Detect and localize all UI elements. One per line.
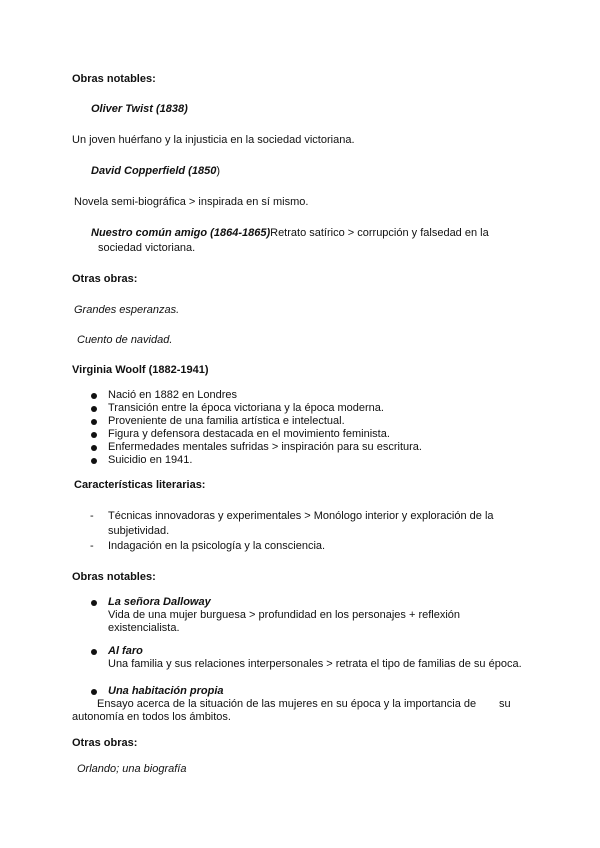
bullet-dot bbox=[91, 445, 97, 451]
work-title-dalloway: La señora Dalloway bbox=[108, 596, 211, 608]
work-desc-line2: autonomía en todos los ámbitos. bbox=[72, 711, 231, 723]
caracteristica-line1: Técnicas innovadoras y experimentales > Monólogo interior y exploración de la bbox=[108, 510, 494, 522]
work-desc-line1: Vida de una mujer burguesa > profundidad en los personajes + reflexión bbox=[108, 609, 461, 621]
bullet-dot bbox=[91, 393, 97, 399]
work-title-david-copperfield bbox=[91, 165, 220, 178]
bullet-dot bbox=[91, 689, 97, 695]
caracteristica-item: Indagación en la psicología y la consciencia. bbox=[108, 540, 326, 552]
bullet-dot bbox=[91, 406, 97, 412]
work-title-paren: ) bbox=[216, 165, 220, 177]
bullet-dot bbox=[91, 419, 97, 425]
bullet-item: Nació en 1882 en Londres bbox=[108, 389, 238, 401]
bullet-dot bbox=[91, 649, 97, 655]
otras-obras-heading: Otras obras: bbox=[72, 737, 138, 749]
obras-notables-heading: Obras notables: bbox=[72, 73, 156, 85]
dash-marker: - bbox=[90, 540, 94, 552]
bullet-item: Figura y defensora destacada en el movimiento feminista. bbox=[108, 428, 390, 440]
otra-obra-item: Cuento de navidad. bbox=[77, 334, 173, 346]
bullet-item: Suicidio en 1941. bbox=[108, 454, 193, 466]
bullet-dot bbox=[91, 600, 97, 606]
work-title-oliver-twist: Oliver Twist (1838) bbox=[91, 103, 188, 115]
bullet-dot bbox=[91, 432, 97, 438]
work-desc-david-copperfield: Novela semi-biográfica > inspirada en sí mismo. bbox=[74, 196, 309, 208]
work-title-habitacion: Una habitación propia bbox=[108, 685, 224, 697]
otra-obra-item: Orlando; una biografía bbox=[77, 763, 187, 775]
work-desc-line1: Una familia y sus relaciones interpersonales > retrata el tipo de familias de su época. bbox=[108, 658, 522, 670]
otras-obras-heading: Otras obras: bbox=[72, 273, 138, 285]
work-nuestro-comun-amigo bbox=[91, 227, 489, 240]
work-desc-line1: Retrato satírico > corrupción y falsedad en la bbox=[270, 227, 489, 239]
work-desc-oliver-twist: Un joven huérfano y la injusticia en la sociedad victoriana. bbox=[72, 134, 355, 146]
caracteristicas-heading: Características literarias: bbox=[74, 479, 206, 491]
work-desc-line2: sociedad victoriana. bbox=[98, 242, 196, 254]
work-title-text: David Copperfield (1850 bbox=[91, 165, 217, 177]
work-title-al-faro: Al faro bbox=[108, 645, 143, 657]
bullet-dot bbox=[91, 458, 97, 464]
work-desc-line1: Ensayo acerca de la situación de las mujeres en su época y la importancia de bbox=[97, 698, 477, 710]
otra-obra-item: Grandes esperanzas. bbox=[74, 304, 180, 316]
work-desc-line1-end: su bbox=[499, 698, 511, 710]
bullet-item: Proveniente de una familia artística e intelectual. bbox=[108, 415, 345, 427]
caracteristica-line2: subjetividad. bbox=[108, 525, 170, 537]
dash-marker: - bbox=[90, 510, 94, 522]
work-desc-line2: existencialista. bbox=[108, 622, 180, 634]
bullet-item: Enfermedades mentales sufridas > inspiración para su escritura. bbox=[108, 441, 422, 453]
woolf-heading: Virginia Woolf (1882-1941) bbox=[72, 364, 209, 376]
work-title-text: Nuestro común amigo (1864-1865) bbox=[91, 227, 271, 239]
bullet-item: Transición entre la época victoriana y la época moderna. bbox=[108, 402, 384, 414]
obras-notables-heading: Obras notables: bbox=[72, 571, 156, 583]
